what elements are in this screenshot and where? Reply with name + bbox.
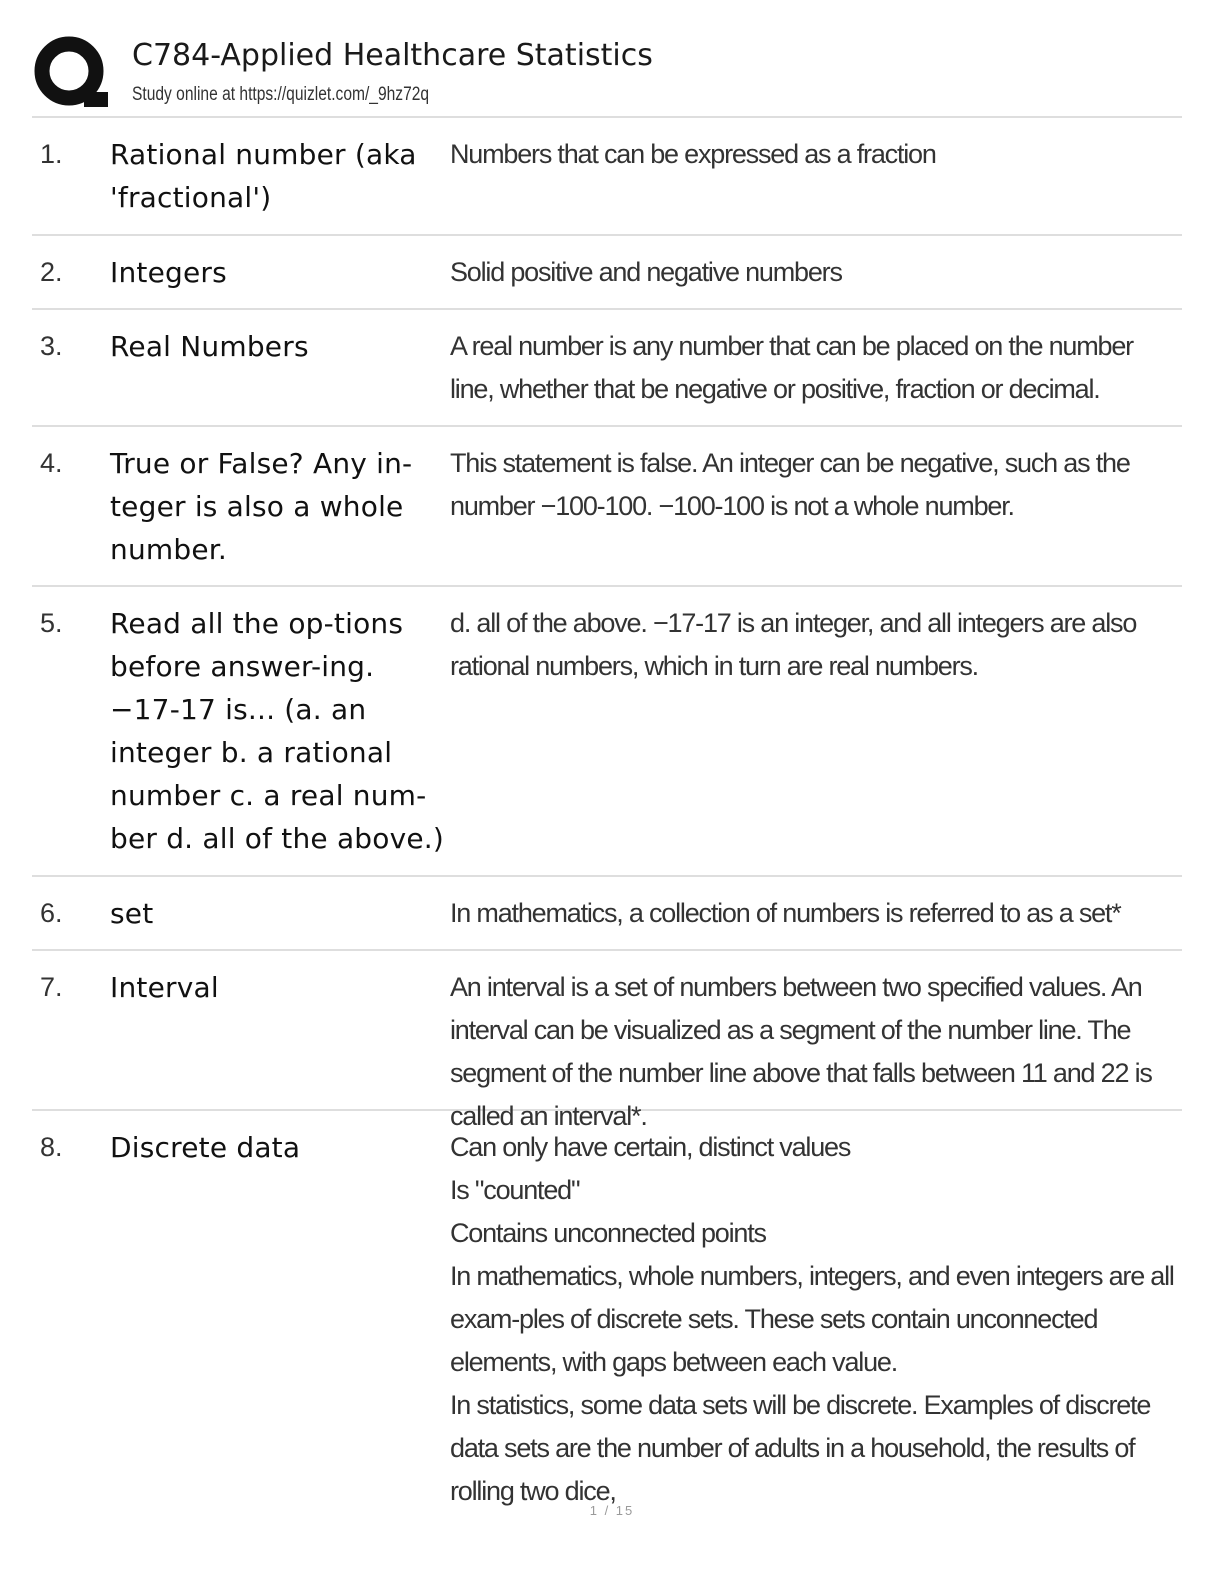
card-definition: Solid positive and negative numbers [450,257,842,287]
page-title: C784-Applied Healthcare Statistics [132,38,653,73]
card-definition: A real number is any number that can be placed on the number line, whether that be negative or positive, fraction or decimal. [450,331,1133,404]
card-number: 2. [40,257,63,287]
flashcard-row [32,118,1182,236]
card-term: Integers [110,256,227,289]
card-term: Real Numbers [110,330,309,363]
page-header [32,30,1182,116]
flashcard-row [32,427,1182,587]
card-number: 1. [40,139,63,169]
flashcard-list [32,116,1182,1506]
card-number: 4. [40,448,63,478]
card-number: 3. [40,331,63,361]
card-definition: In mathematics, a collection of numbers is referred to as a set* [450,898,1121,928]
flashcard-row [32,310,1182,427]
study-online-link[interactable]: Study online at https://quizlet.com/_9hz72q [132,84,430,105]
flashcard-row [32,877,1182,951]
page-indicator: 1 / 15 [589,1503,635,1518]
card-definition: d. all of the above. −17-17 is an integer, and all integers are also rational numbers, which in turn are real numbers. [450,608,1137,681]
card-term: set [110,897,154,930]
quizlet-logo-icon [32,34,112,114]
card-definition: This statement is false. An integer can be negative, such as the number −100-100. −100-100 is not a whole number. [450,448,1130,521]
card-term: Rational number (aka 'fractional') [110,138,417,214]
flashcard-row [32,1111,1182,1506]
card-definition: Can only have certain, distinct values Is "counted" Contains unconnected points In mathematics, whole numbers, integers, and even integers are all exam-ples of discrete sets. These sets contain unconnected elements, with gaps between each value. In statistics, some data sets will be discrete. Examples of discrete data sets are the number of adults in a household, the results of rolling two dice, [450,1132,1174,1506]
flashcard-row [32,951,1182,1131]
card-term: True or False? Any in-teger is also a whole number. [110,447,413,566]
flashcard-row [32,587,1182,877]
card-number: 6. [40,898,63,928]
card-term: Discrete data [110,1131,301,1164]
card-definition: An interval is a set of numbers between two specified values. An interval can be visualized as a segment of the number line. The segment of the number line above that falls between 11 and 22 is called an interval*. [450,972,1152,1131]
flashcard-row [32,236,1182,310]
card-number: 7. [40,972,63,1002]
card-definition: Numbers that can be expressed as a fraction [450,139,936,169]
card-term: Interval [110,971,219,1004]
card-term: Read all the op-tions before answer-ing. −17-17 is... (a. an integer b. a rational number c. a real num-ber d. all of the above.) [110,607,445,855]
card-number: 8. [40,1132,63,1162]
card-number: 5. [40,608,63,638]
